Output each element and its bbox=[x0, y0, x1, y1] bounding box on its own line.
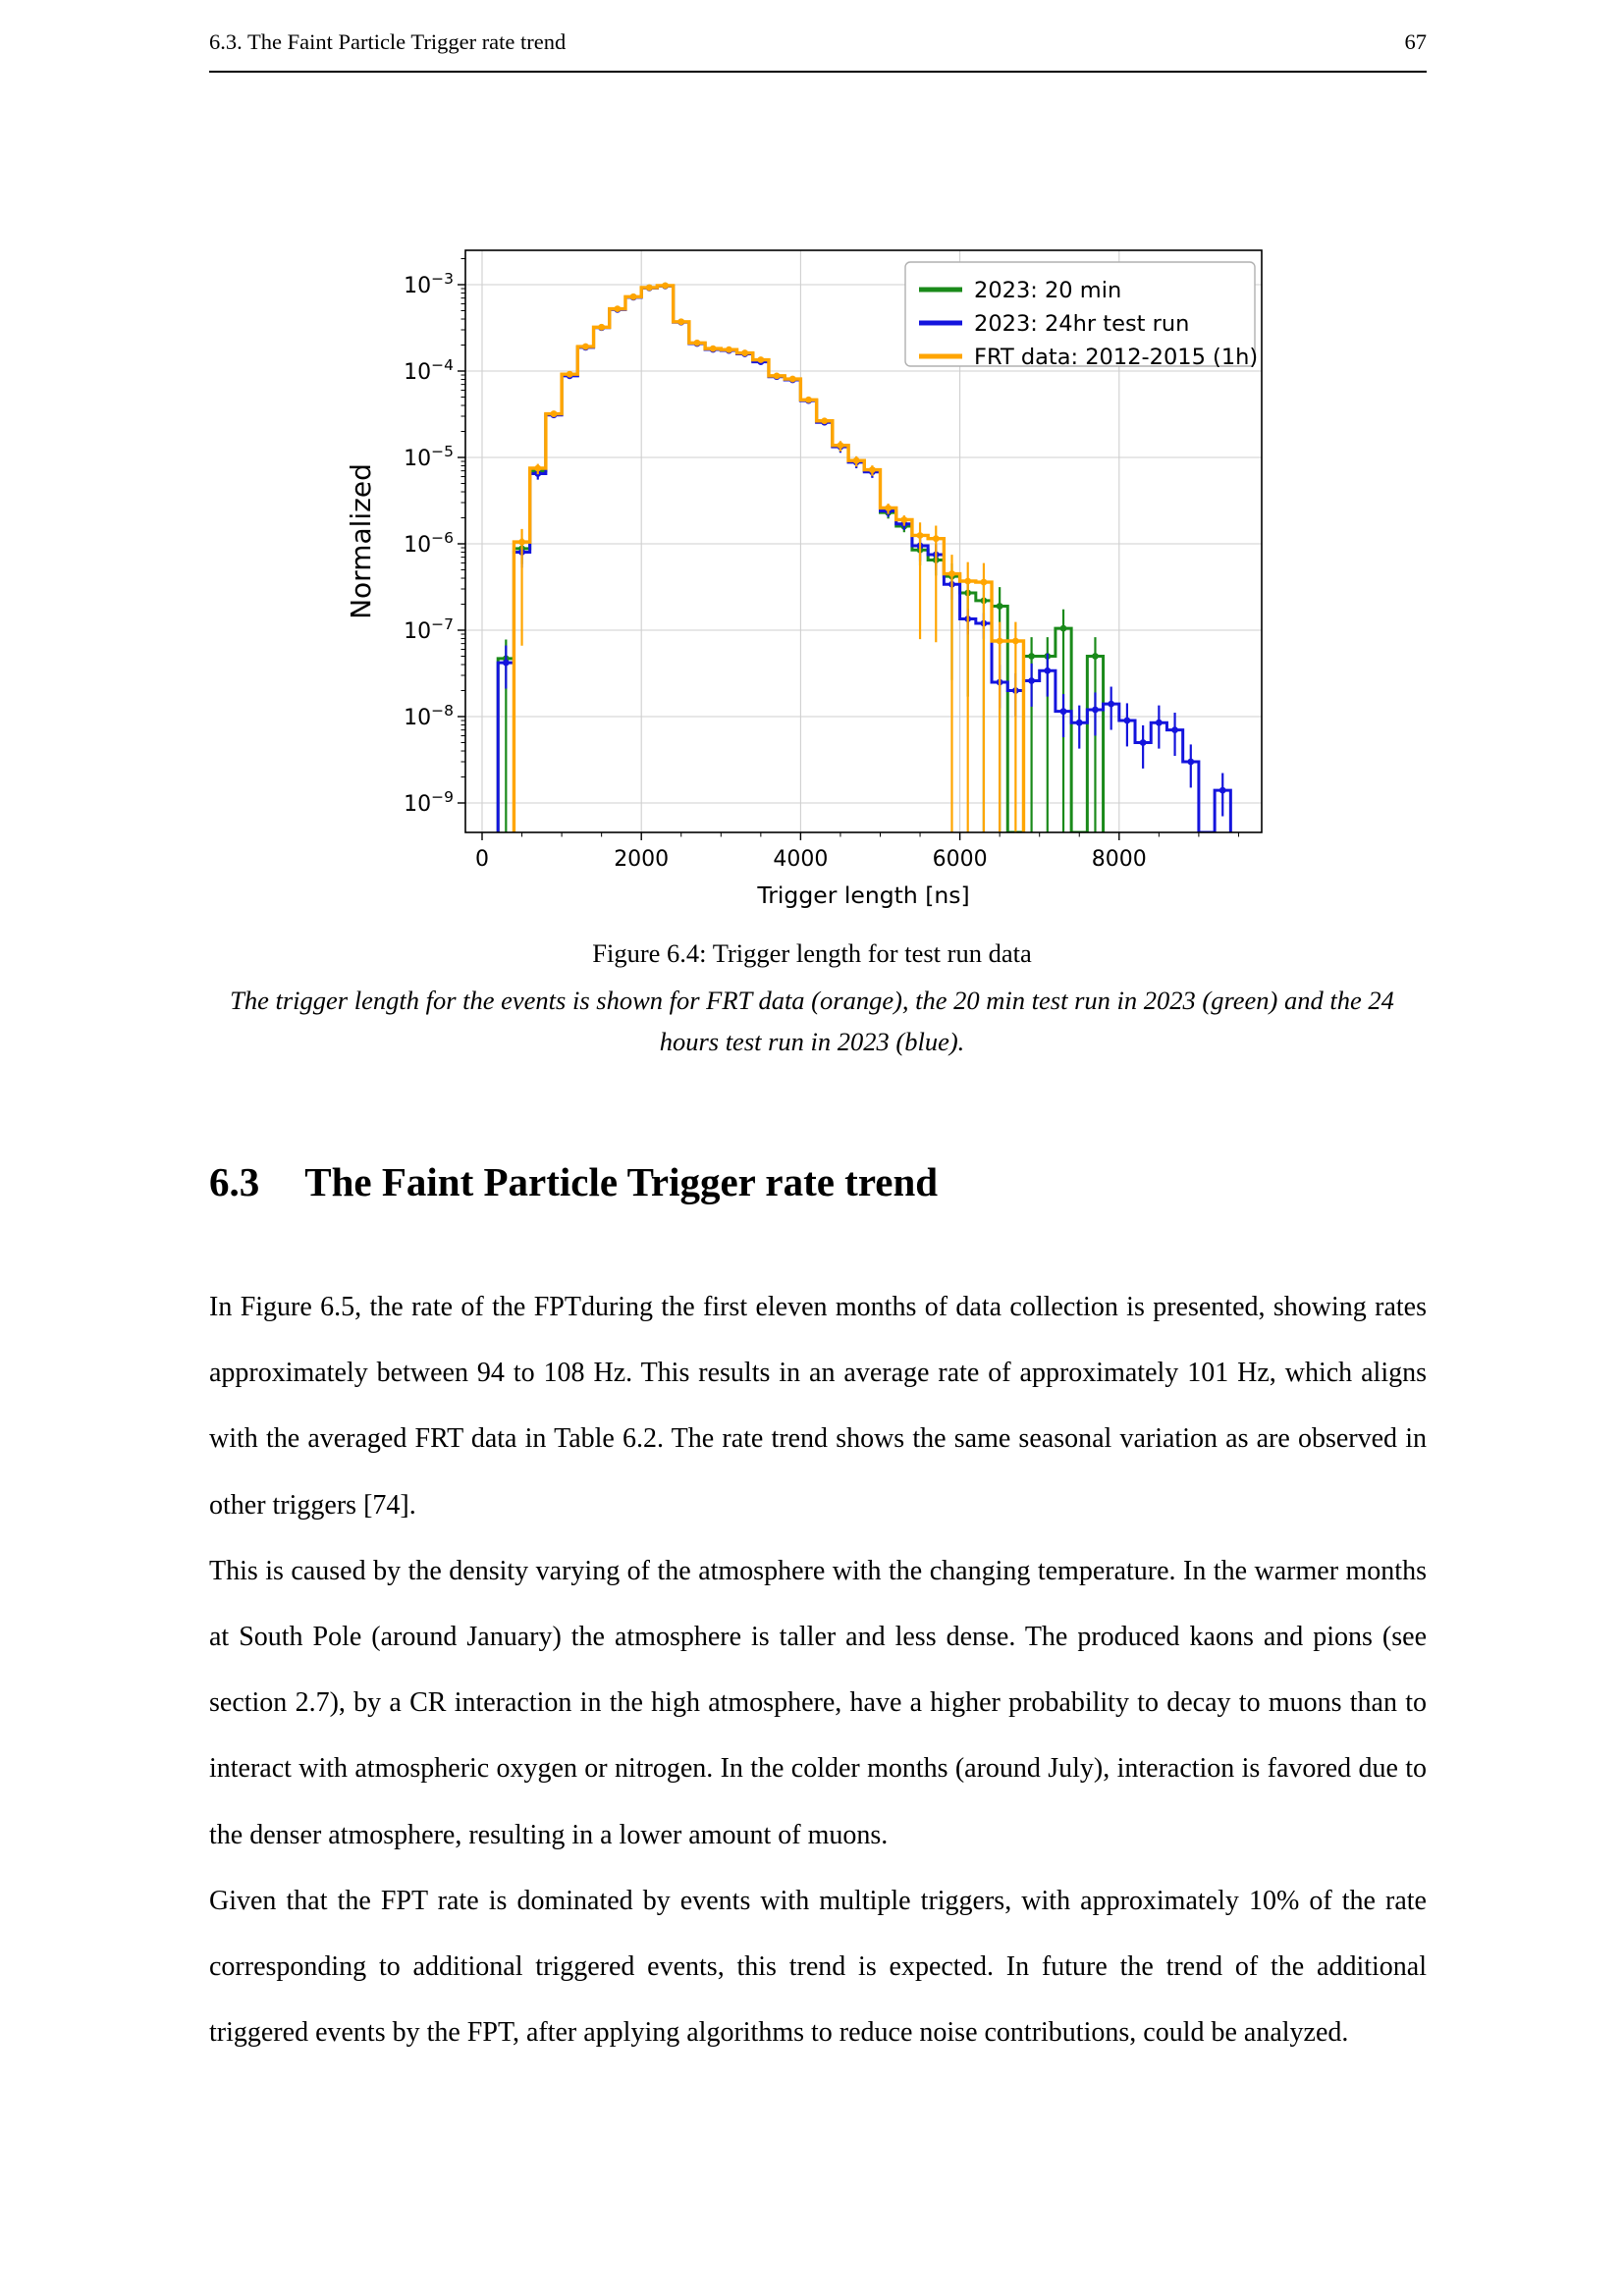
y-axis-label: Normalized bbox=[345, 463, 377, 619]
x-axis bbox=[475, 832, 1238, 872]
section-heading bbox=[209, 1156, 1427, 1207]
page-number: 67 bbox=[1404, 29, 1427, 54]
x-tick-label: 6000 bbox=[932, 847, 988, 872]
header-rule bbox=[209, 71, 1427, 73]
y-axis bbox=[404, 259, 465, 817]
y-tick-label: $10^{-8}$ bbox=[404, 702, 454, 730]
x-tick-label: 8000 bbox=[1091, 847, 1147, 872]
x-tick-label: 0 bbox=[475, 847, 489, 872]
figure-6-4 bbox=[275, 137, 1316, 923]
y-tick-label: $10^{-9}$ bbox=[404, 788, 454, 817]
y-tick-label: $10^{-5}$ bbox=[404, 443, 454, 471]
body-text bbox=[209, 1274, 1427, 2065]
figure-caption-title: Figure 6.4: Trigger length for test run data bbox=[592, 938, 1032, 968]
running-header bbox=[209, 29, 1427, 55]
x-tick-label: 2000 bbox=[614, 847, 670, 872]
section-title: The Faint Particle Trigger rate trend bbox=[304, 1159, 939, 1204]
x-axis-label: Trigger length [ns] bbox=[757, 881, 970, 909]
section-number: 6.3 bbox=[209, 1159, 260, 1204]
figure-6-4-chart bbox=[275, 137, 1316, 923]
x-tick-label: 4000 bbox=[773, 847, 829, 872]
y-tick-label: $10^{-7}$ bbox=[404, 615, 454, 644]
legend-label: FRT data: 2012-2015 (1h) bbox=[974, 345, 1259, 370]
figure-caption bbox=[223, 933, 1401, 1062]
paragraph-1: In Figure 6.5, the rate of the FPTduring the first eleven months of data collection is presented, showing rates approximately between 94 to 108 Hz. This results in an average rate of approximately 101 Hz, which aligns with the averaged FRT data in Table 6.2. The rate trend shows the same seasonal variation as are observed in other triggers [74]. bbox=[209, 1292, 1427, 1521]
paragraph-3: Given that the FPT rate is dominated by events with multiple triggers, with approximately 10% of the rate corresponding to additional triggered events, this trend is expected. In future the trend of the additional triggered events by the FPT, after applying algorithms to reduce noise contributions, could be analyzed. bbox=[209, 1885, 1427, 2049]
y-tick-label: $10^{-4}$ bbox=[404, 356, 454, 385]
y-tick-label: $10^{-6}$ bbox=[404, 529, 454, 558]
paragraph-2: This is caused by the density varying of the atmosphere with the changing temperature. In the warmer months at South Pole (around January) the atmosphere is taller and less dense. The produced kaons and pions (see section 2.7), by a CR interaction in the high atmosphere, have a higher probability to decay to muons than to interact with atmospheric oxygen or nitrogen. In the colder months (around July), interaction is favored due to the denser atmosphere, resulting in a lower amount of muons. bbox=[209, 1555, 1427, 1850]
legend-label: 2023: 20 min bbox=[974, 278, 1122, 303]
chart-legend bbox=[905, 262, 1258, 370]
figure-caption-body: The trigger length for the events is shown for FRT data (orange), the 20 min test run in 2023 (green) and the 24 hours test run in 2023 (blue). bbox=[230, 986, 1394, 1056]
running-header-title: 6.3. The Faint Particle Trigger rate trend bbox=[209, 29, 567, 54]
y-tick-label: $10^{-3}$ bbox=[404, 270, 454, 298]
legend-label: 2023: 24hr test run bbox=[974, 311, 1190, 337]
